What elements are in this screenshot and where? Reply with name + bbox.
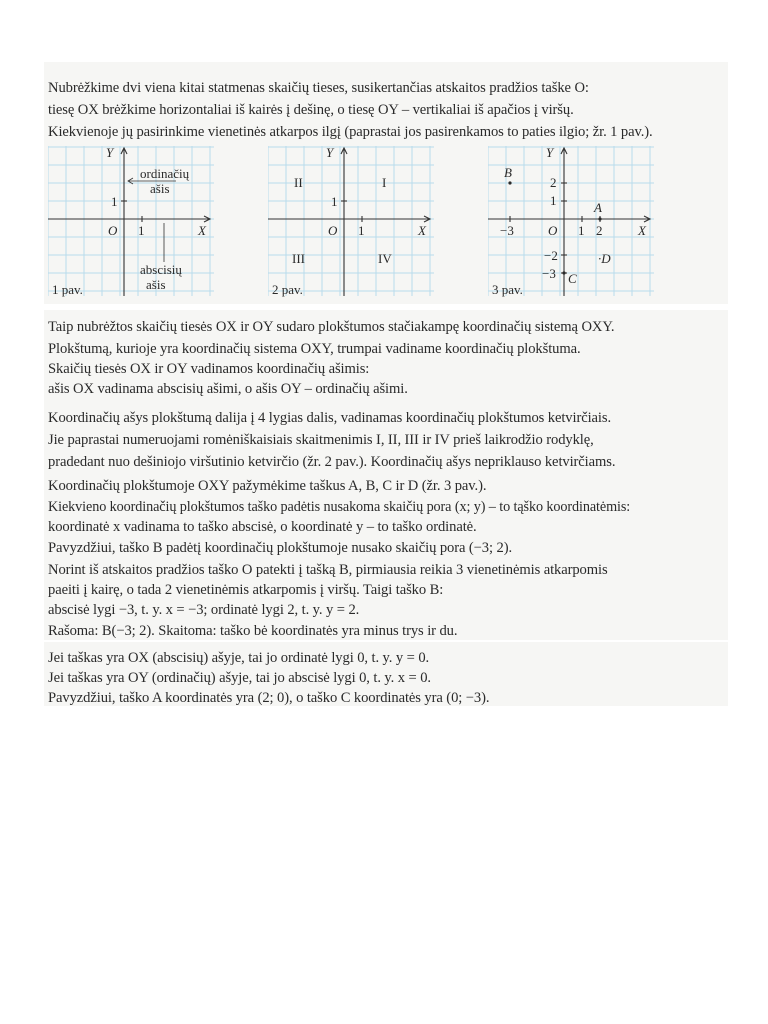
figure-2-quadrant-I: I bbox=[382, 175, 387, 190]
intro-line-3: Kiekvienoje jų pasirinkime vienetinės atkarpos ilgį (paprastai jos pasirenkamos to paties ilgio; žr. 1 pav.). bbox=[48, 124, 653, 140]
intro-line-2: tiesę OX brėžkime horizontaliai iš kairės į dešinę, o tiesę OY – vertikaliai iš apačios į viršų. bbox=[48, 102, 574, 118]
figure-2-axes bbox=[268, 148, 430, 296]
axis-points-line-1: Jei taškas yra OX (abscisių) ašyje, tai jo ordinatė lygi 0, t. y. y = 0. bbox=[48, 650, 430, 666]
figure-1-abscissa-label-2: ašis bbox=[146, 277, 166, 292]
figure-3-label-D: ·D bbox=[598, 251, 611, 266]
intro-line-1: Nubrėžkime dvi viena kitai statmenas skaičių tieses, susikertančias atskaitos pradžios taške O: bbox=[48, 80, 589, 96]
figure-2-grid bbox=[268, 146, 434, 296]
figure-3-point-B bbox=[508, 181, 511, 184]
figure-1-ordinate-label-2: ašis bbox=[150, 181, 170, 196]
figure-3-tick-y2: 2 bbox=[550, 175, 557, 190]
figure-3-label-A: A bbox=[594, 200, 602, 215]
figure-1-x-label: X bbox=[198, 223, 206, 238]
figure-1-grid bbox=[48, 146, 214, 296]
quadrants-line-1: Koordinačių ašys plokštumą dalija į 4 lygias dalis, vadinamas koordinačių plokštumos ketvirčiais. bbox=[48, 410, 612, 426]
figure-3 bbox=[488, 146, 656, 298]
figure-2-x-label: X bbox=[418, 223, 426, 238]
figure-2-quadrant-III: III bbox=[292, 251, 305, 266]
figure-3-tick-yn3: −3 bbox=[542, 266, 556, 281]
points-line-3: koordinatė x vadinama to taško abscisė, o koordinatė y – to taško ordinatė. bbox=[48, 519, 477, 535]
figure-3-caption: 3 pav. bbox=[492, 282, 523, 297]
figure-2-quadrant-IV: IV bbox=[378, 251, 392, 266]
points-line-5: Norint iš atskaitos pradžios taško O patekti į tašką B, pirmiausia reikia 3 vienetinėmis atkarpomis bbox=[48, 562, 608, 578]
figure-3-label-C: C bbox=[568, 271, 577, 286]
figure-3-tick-xn3: −3 bbox=[500, 223, 514, 238]
definition-line-2: Plokštumą, kurioje yra koordinačių sistema OXY, trumpai vadiname koordinačių plokštuma. bbox=[48, 341, 581, 357]
points-line-1: Koordinačių plokštumoje OXY pažymėkime taškus A, B, C ir D (žr. 3 pav.). bbox=[48, 478, 487, 494]
figure-1-ordinate-label-1: ordinačių bbox=[140, 166, 190, 181]
points-line-2: Kiekvieno koordinačių plokštumos taško padėtis nusakoma skaičių pora (x; y) – to tąško koordinatėmis: bbox=[48, 499, 631, 515]
figure-1-tick-y1: 1 bbox=[111, 194, 118, 209]
figure-3-origin: O bbox=[548, 223, 558, 238]
points-line-7: abscisė lygi −3, t. y. x = −3; ordinatė lygi 2, t. y. y = 2. bbox=[48, 602, 360, 618]
figure-1-y-label: Y bbox=[106, 146, 114, 160]
figure-3-point-C bbox=[562, 271, 565, 274]
figure-3-tick-yn2: −2 bbox=[544, 248, 558, 263]
figure-3-x-label: X bbox=[638, 223, 646, 238]
figure-1-abscissa-label-1: abscisių bbox=[140, 262, 182, 277]
axis-points-line-3: Pavyzdžiui, taško A koordinatės yra (2; 0), o taško C koordinatės yra (0; −3). bbox=[48, 690, 490, 706]
points-line-6: paeiti į kairę, o tada 2 vienetinėmis atkarpomis į viršų. Taigi taško B: bbox=[48, 582, 444, 598]
figure-2 bbox=[268, 146, 436, 298]
figure-1-tick-x1: 1 bbox=[138, 223, 145, 238]
figure-3-y-label: Y bbox=[546, 146, 554, 160]
figure-1-caption: 1 pav. bbox=[52, 282, 83, 297]
figure-2-y-label: Y bbox=[326, 146, 334, 160]
figure-3-tick-x2: 2 bbox=[596, 223, 603, 238]
figure-3-label-B: B bbox=[504, 165, 512, 180]
figure-3-tick-y1: 1 bbox=[550, 193, 557, 208]
axis-points-line-2: Jei taškas yra OY (ordinačių) ašyje, tai jo abscisė lygi 0, t. y. x = 0. bbox=[48, 670, 431, 686]
figure-2-tick-x1: 1 bbox=[358, 223, 365, 238]
points-line-8: Rašoma: B(−3; 2). Skaitoma: taško bė koordinatės yra minus trys ir du. bbox=[48, 623, 458, 639]
quadrants-line-3: pradedant nuo dešiniojo viršutinio ketvirčio (žr. 2 pav.). Koordinačių ašys nepriklauso ketvirčiams. bbox=[48, 454, 616, 470]
figure-1 bbox=[48, 146, 216, 298]
points-line-4: Pavyzdžiui, taško B padėtį koordinačių plokštumoje nusako skaičių pora (−3; 2). bbox=[48, 540, 512, 556]
figure-2-origin: O bbox=[328, 223, 338, 238]
figure-2-quadrant-II: II bbox=[294, 175, 303, 190]
definition-line-1: Taip nubrėžtos skaičių tiesės OX ir OY sudaro plokštumos stačiakampę koordinačių sistemą OXY. bbox=[48, 319, 615, 335]
figure-2-tick-y1: 1 bbox=[331, 194, 338, 209]
figure-3-point-A bbox=[598, 217, 601, 220]
figure-2-caption: 2 pav. bbox=[272, 282, 303, 297]
definition-line-4: ašis OX vadinama abscisių ašimi, o ašis OY – ordinačių ašimi. bbox=[48, 381, 408, 397]
quadrants-line-2: Jie paprastai numeruojami romėniškaisiais skaitmenimis I, II, III ir IV prieš laikrodžio rodyklę, bbox=[48, 432, 594, 448]
definition-line-3: Skaičių tiesės OX ir OY vadinamos koordinačių ašimis: bbox=[48, 361, 370, 377]
figure-1-origin: O bbox=[108, 223, 118, 238]
figure-3-tick-x1: 1 bbox=[578, 223, 585, 238]
